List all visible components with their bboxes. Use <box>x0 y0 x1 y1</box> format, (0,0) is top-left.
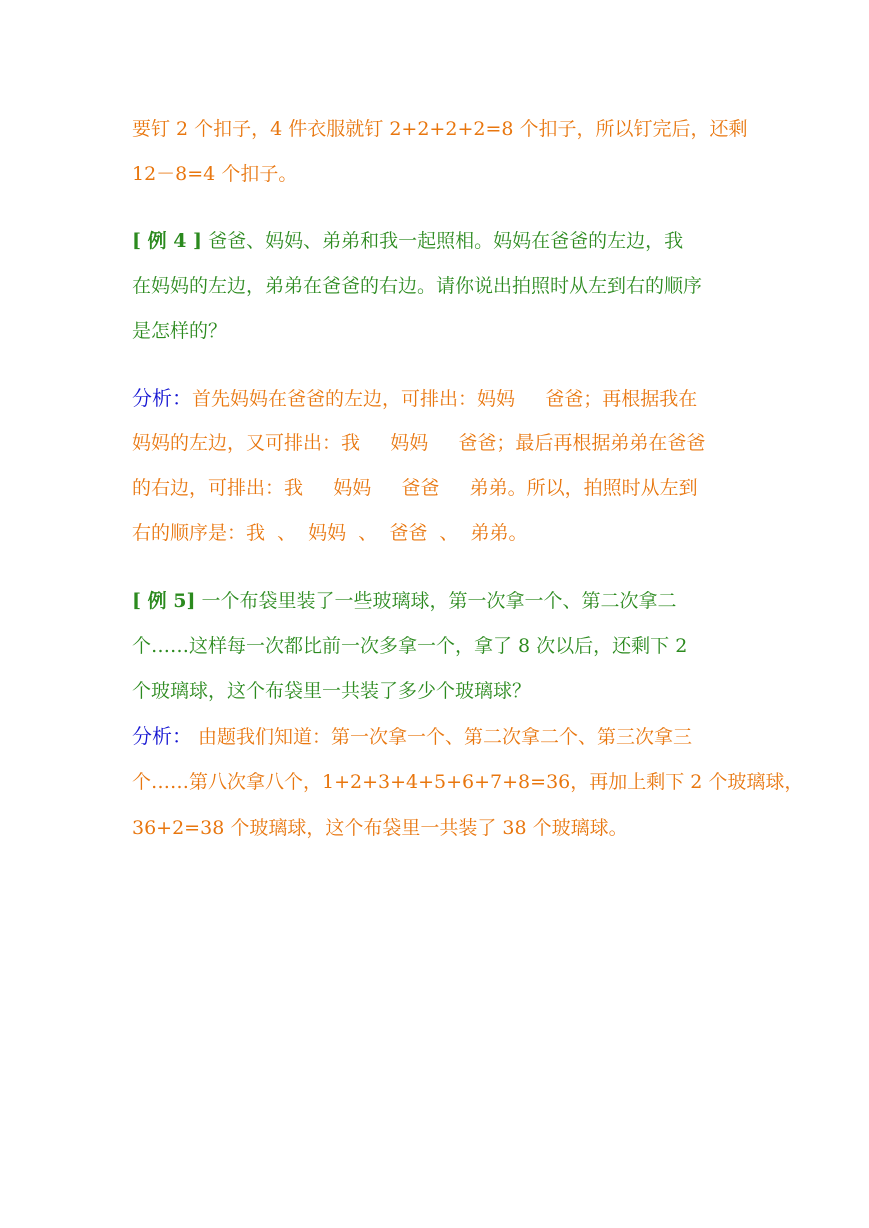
analysis5-label: 分析： <box>132 724 192 748</box>
example5-line-1 <box>132 589 676 613</box>
example4-line-2: 在妈妈的左边，弟弟在爸爸的右边。请你说出拍照时从左到右的顺序 <box>132 275 703 297</box>
example5-line-2: 个……这样每一次都比前一次多拿一个，拿了 8 次以后，还剩下 2 <box>132 635 688 657</box>
analysis4-line-3: 的右边，可排出：我 妈妈 爸爸 弟弟。所以，拍照时从左到 <box>132 477 698 499</box>
analysis5-line-2: 个……第八次拿八个，1+2+3+4+5+6+7+8=36，再加上剩下 2 个玻璃球， <box>132 771 804 793</box>
example5-line-3: 个玻璃球，这个布袋里一共装了多少个玻璃球？ <box>132 680 532 702</box>
analysis5-line-1 <box>132 724 692 749</box>
example4-label: [ 例 4 ] <box>132 230 203 252</box>
analysis4-line-2: 妈妈的左边，又可排出：我 妈妈 爸爸；最后再根据弟弟在爸爸 <box>132 432 706 454</box>
analysis4-line-1 <box>132 386 697 411</box>
example5-label: [ 例 5] <box>132 590 196 612</box>
analysis4-line-4: 右的顺序是：我 、 妈妈 、 爸爸 、 弟弟。 <box>132 522 528 544</box>
analysis5-text-1: 由题我们知道：第一次拿一个、第二次拿二个、第三次拿三 <box>192 726 693 748</box>
example4-line-3: 是怎样的？ <box>132 320 228 342</box>
analysis4-label: 分析： <box>132 386 192 410</box>
intro-line-1: 要钉 2 个扣子，4 件衣服就钉 2+2+2+2=8 个扣子，所以钉完后，还剩 <box>132 118 748 140</box>
example5-text-1: 一个布袋里装了一些玻璃球，第一次拿一个、第二次拿二 <box>195 590 677 612</box>
analysis4-text-1: 首先妈妈在爸爸的左边，可排出：妈妈 爸爸；再根据我在 <box>192 388 698 410</box>
example4-line-1 <box>132 229 683 253</box>
analysis5-line-3: 36+2=38 个玻璃球，这个布袋里一共装了 38 个玻璃球。 <box>132 817 628 839</box>
example4-text-1: 爸爸、妈妈、弟弟和我一起照相。妈妈在爸爸的左边，我 <box>202 230 684 252</box>
intro-line-2: 12－8=4 个扣子。 <box>132 163 298 185</box>
